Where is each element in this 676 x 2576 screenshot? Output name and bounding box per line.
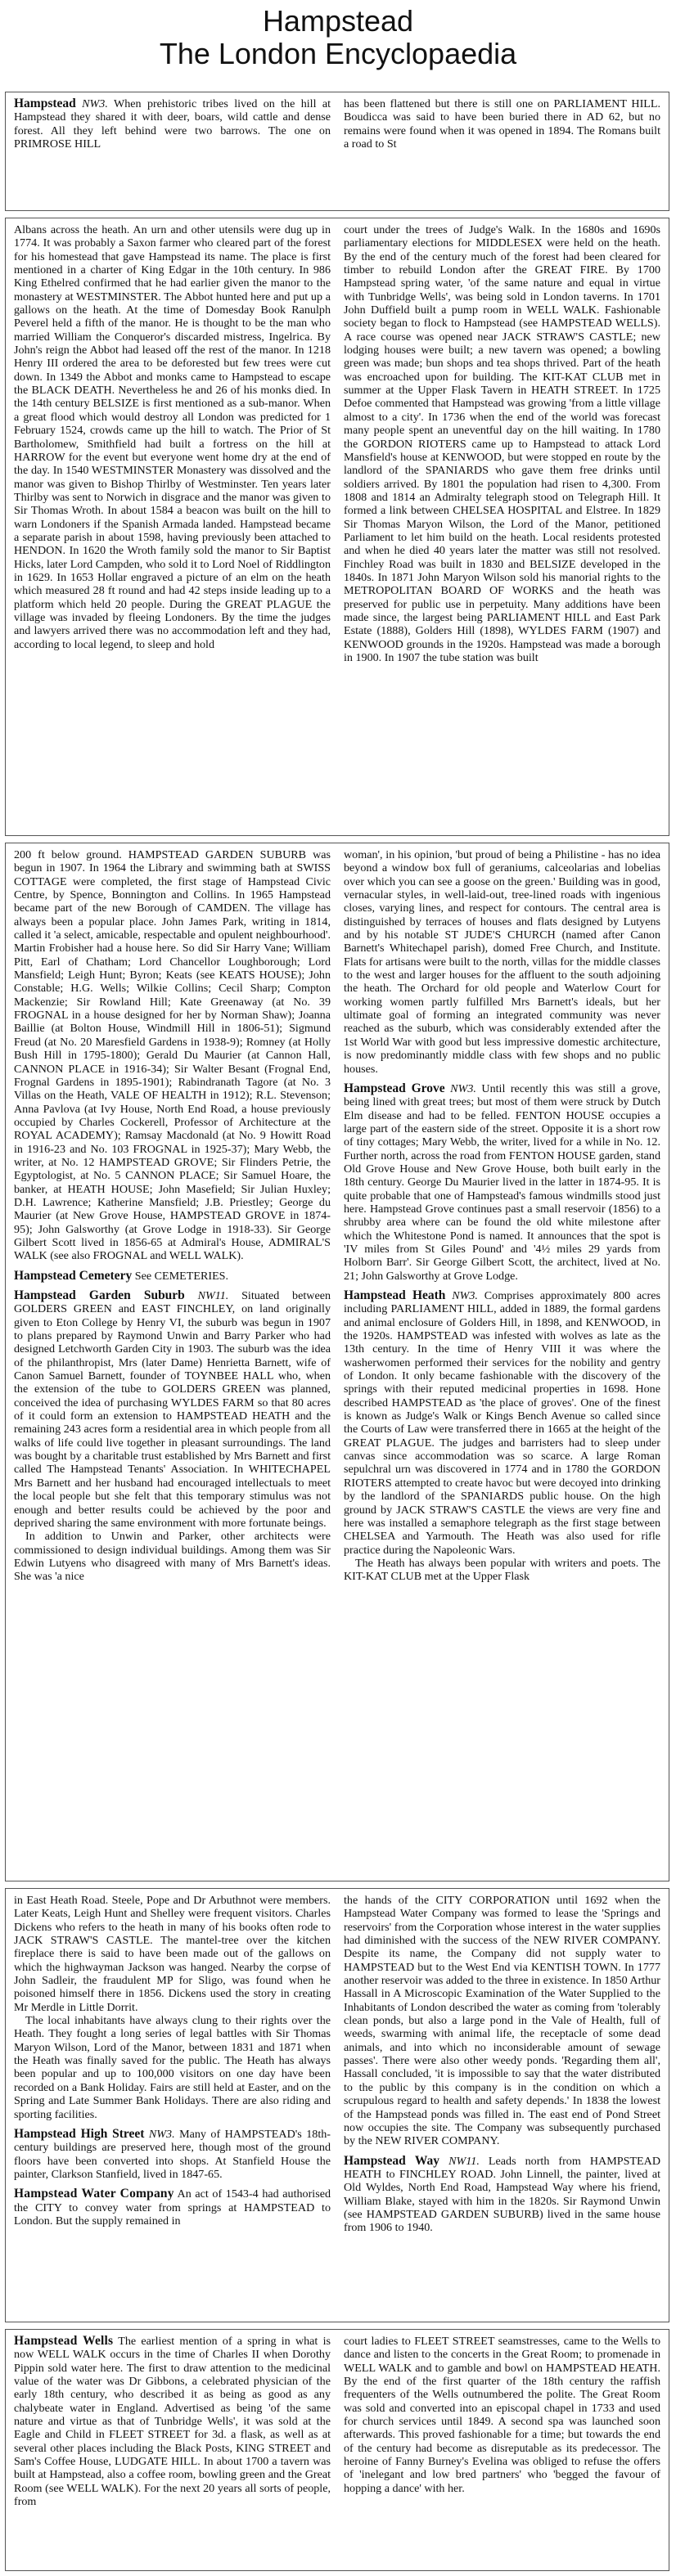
entry-headword: Hampstead Way — [344, 2153, 440, 2168]
continuation-paragraph — [344, 97, 660, 151]
continuation-paragraph — [344, 1557, 660, 1584]
continuation-paragraph — [14, 223, 331, 651]
entry-headword: Hampstead High Street — [14, 2126, 145, 2141]
column-pair — [14, 848, 660, 1877]
column-pair — [14, 2335, 660, 2567]
continuation-paragraph — [344, 848, 660, 1076]
column-left — [14, 223, 331, 832]
entry-text: When prehistoric tribes lived on the hill at Hampstead they shared it with deer, boars, wild cattle and dense forest. All they left behind were two barrows. The one on PRIMROSE HILL — [14, 97, 331, 151]
page-header — [0, 0, 676, 90]
entry-text: court ladies to FLEET STREET seamstresses, came to the Wells to dance and listen to the concerts in the Great Room; to promenade in WELL WALK and to gamble and bowl on HAMPSTEAD HEATH. By the end of the first quarter of the 18th century the raffish frequenters of the Wells outnumbered the polite. The Great Room was sold and converted into an episcopal chapel in 1733 and used for church services until 1849. A second spa was launched soon afterwards. This proved fashionable for a time; but towards the end of the century had become as disreputable as its predecessor. The heroine of Fanny Burney's Evelina was obliged to refuse the offers of 'inelegant and low bred partners' who 'begged the favour of hopping a dance' with her. — [344, 2335, 660, 2495]
column-right — [344, 1894, 660, 2318]
entry-paragraph — [14, 97, 331, 151]
postcode-tag: NW3. — [148, 2127, 175, 2141]
continuation-paragraph — [344, 2335, 660, 2495]
entry-text: Comprises approximately 800 acres including PARLIAMENT HILL, added in 1889, the formal gardens and animal enclosure of Golders Hill, in 1898, and KENWOOD, in the 1920s. HAMPSTEAD was infested with wolves as late as the 13th century. In the time of Henry VIII it was where the washerwomen performed their services for the nobility and gentry of London. It only became fashionable with the discovery of the springs with their reputed medicinal properties in 1698. Hone described HAMPSTEAD as 'the place of groves'. One of the finest is known as Judge's Walk or Kings Bench Avenue so called since the Courts of Law were transferred there in 1665 at the height of the GREAT PLAGUE. The judges and barristers had to sleep under canvas since accommodation was so scarce. A large Roman sepulchral urn was discovered in 1774 and in 1780 the GORDON RIOTERS attempted to create havoc but were decoyed into drinking by the landlord of the SPANIARDS public house. On the high ground by JACK STRAW'S CASTLE the views are very fine and here was installed a semaphore telegraph as the first stage between CHELSEA and Yarmouth. The Heath was also used for rifle practice during the Napoleonic Wars. — [344, 1289, 660, 1557]
continuation-paragraph — [14, 2014, 331, 2121]
continuation-paragraph — [14, 1894, 331, 2014]
column-pair — [14, 1894, 660, 2318]
entry-paragraph — [14, 2128, 331, 2181]
continuation-paragraph — [14, 848, 331, 1263]
column-right — [344, 97, 660, 207]
column-left — [14, 848, 331, 1877]
entry-block — [5, 92, 669, 211]
entry-block — [5, 2329, 669, 2571]
entry-text: Many of HAMPSTEAD's 18th-century buildings are preserved here, though most of the ground floors have been converted into shops. At Stanfield House the painter, Clarkson Stanfield, lived in 1847-65. — [14, 2127, 331, 2181]
column-pair — [14, 223, 660, 832]
entry-paragraph — [344, 1082, 660, 1283]
entry-headword: Hampstead Cemetery — [14, 1268, 133, 1283]
entry-text: See CEMETERIES. — [134, 1269, 229, 1283]
entry-text: the hands of the CITY CORPORATION until 1692 when the Hampstead Water Company was formed to lease the 'Springs and reservoirs' from the Corporation whose interest in the water supplies had diminished with the success of the NEW RIVER COMPANY. Despite its name, the Company did not supply water to HAMPSTEAD but to the West End via KENTISH TOWN. In 1777 another reservoir was added to the three in existence. In 1850 Arthur Hassall in A Microscopic Examination of the Water Supplied to the Inhabitants of London described the water as coming from 'tolerably clean ponds, but also a large pond in the Vale of Health, full of weeds, swarming with animal life, the receptacle of some dead animals, and into which no inconsiderable amount of sewage passes'. There were also other weedy ponds. 'Regarding them all', Hassall concluded, 'it is impossible to say that the water distributed to the public by this company is in the condition on which a scrupulous regard to health and safety depends.' In 1838 the lowest of the Hampstead ponds was filled in. The east end of Pond Street now occupies the site. The Company was subsequently purchased by the NEW RIVER COMPANY. — [344, 1894, 660, 2148]
entry-headword: Hampstead Garden Suburb — [14, 1288, 185, 1302]
column-left — [14, 2335, 331, 2567]
entry-text: Until recently this was still a grove, being lined with great trees; but most of them were struck by Dutch Elm disease and had to be felled. FENTON HOUSE occupies a large part of the eastern side of the street. Opposite it is a short row of tiny cottages; Mary Webb, the writer, lived for a while in No. 12. Further north, across the road from FENTON HOUSE garden, stand Old Grove House and New Grove House, both built early in the 18th century. George Du Maurier lived in the latter in 1874-95. It is quite probable that one of Hampstead's famous windmills stood just here. Hampstead Grove continues past a small reservoir (1856) to a shrubby area where can be found the old white milestone after which the Whitestone Pond is named. It announces that the spot is 'IV miles from St Giles Pound' and '4½ miles 29 yards from Holborn Barr'. Sir George Gilbert Scott, the architect, lived at No. 21; John Galsworthy at Grove Lodge. — [344, 1081, 660, 1283]
continuation-paragraph — [344, 1894, 660, 2148]
entry-text: Leads north from HAMPSTEAD HEATH to FINCHLEY ROAD. John Linnell, the painter, lived at Old Wyldes, North End Road, Hampstead Way where his friend, William Blake, stayed with him in the 1820s. Sir Raymond Unwin (see HAMPSTEAD GARDEN SUBURB) lived in the same house from 1906 to 1940. — [344, 2154, 660, 2235]
entry-block — [5, 218, 669, 836]
entry-text: Situated between GOLDERS GREEN and EAST FINCHLEY, on land originally given to Eton College by Henry VI, the suburb was begun in 1907 to plans prepared by Raymond Unwin and Barry Parker who had designed Letchworth Garden City in 1903. The suburb was the idea of the philanthropist, Mrs (later Dame) Henrietta Barnett, wife of Canon Samuel Barnett, founder of TOYNBEE HALL who, when the extension of the tube to GOLDERS GREEN was planned, conceived the idea of purchasing WYLDES FARM so that 80 acres of it could form an extension to HAMPSTEAD HEATH and the remaining 243 acres form a residential area in which people from all walks of life could live together in pleasant surroundings. The land was bought by a charitable trust established by Mrs Barnett and first called The Hampstead Tenants' Association. In WHITECHAPEL Mrs Barnett and her husband had encouraged intellectuals to meet the local people but she felt that this temporary stimulus was not enough and better results could be achieved by the poor and deprived sharing the same environment with more fortunate beings. — [14, 1289, 331, 1530]
entry-paragraph — [14, 2335, 331, 2508]
postcode-tag: NW3. — [82, 97, 108, 110]
entry-text: woman', in his opinion, 'but proud of being a Philistine - has no idea beyond a window box full of geraniums, calceolarias and lobelias over which you can see a goose on the green.' Building was in good, vernacular styles, in well-laid-out, tree-lined roads with ingenious closes, varying lines, and respect for contours. The central area is distinguished by terraces of houses and flats designed by Lutyens and by his notable ST JUDE'S CHURCH (named after Canon Barnett's Whitechapel parish), domed Free Church, and Institute. Flats for artisans were built to the north, villas for the middle classes to the west and larger houses for the affluent to the south adjoining the heath. The Orchard for old people and Waterlow Court for working women partly fulfilled Mrs Barnett's ideals, but her ultimate goal of forming an integrated community was never reached as the suburb, which was considerably extended after the 1st World War with good but less impressive domestic architecture, is now predominantly middle class with few shops and no public houses. — [344, 848, 660, 1076]
entry-block — [5, 1888, 669, 2322]
postcode-tag: NW3. — [450, 1081, 476, 1095]
entry-paragraph — [344, 2155, 660, 2235]
entry-headword: Hampstead — [14, 97, 76, 110]
entry-text: The local inhabitants have always clung to their rights over the Heath. They fought a long series of legal battles with Sir Thomas Maryon Wilson, Lord of the Manor, between 1831 and 1871 when the Heath was finally saved for the public. The Heath has always been popular and up to 100,000 visitors on one day have been recorded on a Bank Holiday. Fairs are still held at Easter, and on the Spring and Late Summer Bank Holidays. There are also riding and sporting facilities. — [14, 2014, 331, 2121]
column-right — [344, 223, 660, 832]
column-left — [14, 1894, 331, 2318]
column-right — [344, 2335, 660, 2567]
entry-text: court under the trees of Judge's Walk. In the 1680s and 1690s parliamentary elections for MIDDLESEX were held on the heath. By the end of the century much of the forest had been cleared for timber to rebuild London after the GREAT FIRE. By 1700 Hampstead spring water, 'of the same nature and equal in virtue with Tunbridge Wells', was being sold in London taverns. In 1701 John Duffield built a pump room in WELL WALK. Fashionable society began to flock to Hampstead (see HAMPSTEAD WELLS). A race course was opened near JACK STRAW'S CASTLE; new lodging houses were built; a new tavern was opened; a bowling green was made; bun shops and tea shops thrived. Part of the heath was encroached upon for building. The KIT-KAT CLUB met in summer at the Upper Flask Tavern in HEATH STREET. In 1725 Defoe commented that Hampstead was growing 'from a little village almost to a city'. In 1736 when the end of the world was forecast many people spent an uneventful day on the hill waiting. In 1780 the GORDON RIOTERS came up to Hampstead to attack Lord Mansfield's house at KENWOOD, but were stopped en route by the landlord of the SPANIARDS who gave them free drinks until soldiers arrived. By 1801 the population had risen to 4,300. From 1808 and 1814 an Admiralty telegraph stood on Telegraph Hill. It formed a link between CHELSEA HOSPITAL and Elstree. In 1829 Sir Thomas Maryon Wilson, the Lord of the Manor, petitioned Parliament to let him build on the heath. Local residents protested and when he died 40 years later the matter was still not resolved. Finchley Road was built in 1830 and BELSIZE developed in the 1840s. In 1871 John Maryon Wilson sold his manorial rights to the METROPOLITAN BOARD OF WORKS and the heath was preserved for public use in perpetuity. Many additions have been made since, the largest being PARLIAMENT HILL and East Park Estate (1888), Golders Hill (1898), WYLDES FARM (1907) and KENWOOD grounds in the 1920s. Hampstead was made a borough in 1900. In 1907 the tube station was built — [344, 223, 660, 664]
continuation-paragraph — [14, 1530, 331, 1583]
column-right — [344, 848, 660, 1877]
entry-headword: Hampstead Heath — [344, 1288, 446, 1302]
entry-block — [5, 843, 669, 1881]
entry-headword: Hampstead Grove — [344, 1081, 445, 1095]
postcode-tag: NW11. — [448, 2154, 480, 2168]
entry-paragraph — [14, 2187, 331, 2228]
entry-text: The Heath has always been popular with writers and poets. The KIT-KAT CLUB met at the Upper Flask — [344, 1556, 660, 1584]
entry-paragraph — [14, 1270, 331, 1283]
entry-headword: Hampstead Wells — [14, 2335, 114, 2348]
postcode-tag: NW11. — [197, 1289, 229, 1302]
entry-text: The earliest mention of a spring in what is now WELL WALK occurs in the time of Charles II when Dorothy Pippin sold water here. The first to draw attention to the medicinal value of the water was Dr Gibbons, a celebrated physician of the early 18th century, who described it as being as good as any chalybeate water in England. Advertised as being 'of the same nature and virtue as that of Tunbridge Wells', it was sold at the Eagle and Child in FLEET STREET for 3d. a flask, as well as at several other places including the Black Posts, KING STREET and Sam's Coffee House, LUDGATE HILL. In about 1700 a tavern was built at Hampstead, also a coffee room, bowling green and the Great Room (see WELL WALK). For the next 20 years all sorts of people, from — [14, 2335, 331, 2509]
entry-text: in East Heath Road. Steele, Pope and Dr Arbuthnot were members. Later Keats, Leigh Hunt and Shelley were frequent visitors. Charles Dickens who refers to the heath in many of his books often rode to JACK STRAW'S CASTLE. The mantel-tree over the kitchen fireplace there is said to have been made out of the gallows on which the highwayman Jackson was hanged. Nearby the corpse of John Sadleir, the fraudulent MP for Sligo, was found when he poisoned himself there in 1856. Dickens used the story in creating Mr Merdle in Little Dorrit. — [14, 1894, 331, 2014]
page-title: Hampstead — [262, 4, 414, 38]
entry-paragraph — [14, 1289, 331, 1530]
entry-text: Albans across the heath. An urn and other utensils were dug up in 1774. It was probably a Saxon farmer who cleared part of the forest for his homestead that gave Hampstead its name. The place is first mentioned in a charter of King Edgar in the 10th century. In 986 King Ethelred confirmed that he had earlier given the manor to the monastery at WESTMINSTER. The Abbot hunted here and put up a gallows on the heath. At the time of Domesday Book Ranulph Peverel held a fifth of the manor. He is thought to be the man who married William the Conqueror's discarded mistress, Ingelrica. By John's reign the Abbot had leased off the rest of the manor. In 1218 Henry III ordered the area to be deforested but few trees were cut down. In 1349 the Abbot and monks came to Hampstead to escape the BLACK DEATH. Nevertheless he and 26 of his monks died. In the 14th century BELSIZE is first mentioned as a sub-manor. When a great flood which would destroy all London was predicted for 1 February 1524, crowds came up the hill to watch. The Prior of St Bartholomew, Smithfield had built a fortress on the hill at HARROW for the event but everyone went home dry at the end of the day. In 1540 WESTMINSTER Monastery was dissolved and the manor was given to Bishop Thirlby of Westminster. Ten years later Thirlby was sent to Norwich in disgrace and the manor was given to Sir Thomas Wroth. In about 1584 a beacon was built on the hill to warn Londoners if the Spanish Armada landed. Hampstead became a separate parish in about 1598, having previously been attached to HENDON. In 1620 the Wroth family sold the manor to Sir Baptist Hicks, later Lord Campden, who sold it to Lord Noel of Riddlington in 1629. In 1653 Hollar engraved a picture of an elm on the heath which measured 28 ft round and had 42 steps inside leading up to a platform which held 20 people. During the GREAT PLAGUE the village was invaded by fleeing Londoners. By the time the judges and lawyers arrived there was no accommodation left and they had, according to local legend, to sleep and hold — [14, 223, 331, 651]
postcode-tag: NW3. — [452, 1289, 478, 1302]
entry-text: In addition to Unwin and Parker, other architects were commissioned to design individual buildings. Among them was Sir Edwin Lutyens who disagreed with many of Mrs Barnett's ideas. She was 'a nice — [14, 1530, 331, 1584]
continuation-paragraph — [344, 223, 660, 664]
entry-text: An act of 1543-4 had authorised the CITY to convey water from springs at HAMPSTEAD to London. But the supply remained in — [14, 2187, 331, 2228]
entry-paragraph — [344, 1289, 660, 1557]
entry-text: 200 ft below ground. HAMPSTEAD GARDEN SUBURB was begun in 1907. In 1964 the Library and swimming bath at SWISS COTTAGE were completed, the first stage of Hampstead Civic Centre, by Spence, Bonnington and Collins. In 1965 Hampstead became part of the new Borough of CAMDEN. The village has always been a popular place. John James Park, writing in 1814, called it 'a select, amicable, respectable and opulent neighbourhood'. Martin Frobisher had a house here. So did Sir Harry Vane; William Pitt, Earl of Chatham; Lord Chancellor Loughborough; Lord Mansfield; Leigh Hunt; Byron; Keats (see KEATS HOUSE); John Constable; H.G. Wells; Wilkie Collins; Cecil Sharp; Compton Mackenzie; Sir Rowland Hill; Kate Greenaway (at No. 39 FROGNAL in a house designed for her by Norman Shaw); Joanna Baillie (at Bolton House, Windmill Hill in 1806-51); Sigmund Freud (at No. 20 Maresfield Gardens in 1938-9); Romney (at Holly Bush Hill in 1795-1800); Gerald Du Maurier (at Cannon Hall, CANNON PLACE in 1916-34); Sir Walter Besant (Frognal End, Frognal Gardens in 1895-1901); Rabindranath Tagore (at No. 3 Villas on the Heath, VALE OF HEALTH in 1912); R.L. Stevenson; Anna Pavlova (at Ivy House, North End Road, a house previously occupied by Charles Cockerell, Professor of Architecture at the ROYAL ACADEMY); Ramsay Macdonald (at No. 9 Howitt Road in 1916-23 and No. 103 FROGNAL in 1925-37); Mary Webb, the writer, at No. 12 HAMPSTEAD GROVE; Sir Flinders Petrie, the Egyptologist, at No. 5 CANNON PLACE; Sir Samuel Hoare, the banker, at HEATH HOUSE; John Masefield; Sir Julian Huxley; D.H. Lawrence; Katherine Mansfield; J.B. Priestley; George du Maurier (at New Grove House, HAMPSTEAD GROVE in 1874-95); John Galsworthy (at Grove Lodge in 1918-33). Sir George Gilbert Scott lived in 1856-65 at Admiral's House, ADMIRAL'S WALK (see also FROGNAL and WELL WALK). — [14, 848, 331, 1263]
entry-headword: Hampstead Water Company — [14, 2187, 174, 2201]
entry-text: has been flattened but there is still one on PARLIAMENT HILL. Boudicca was said to have been buried there in AD 62, but no remains were found when it was opened in 1894. The Romans built a road to St — [344, 97, 660, 151]
column-left — [14, 97, 331, 207]
column-pair — [14, 97, 660, 207]
page-subtitle: The London Encyclopaedia — [159, 37, 517, 70]
